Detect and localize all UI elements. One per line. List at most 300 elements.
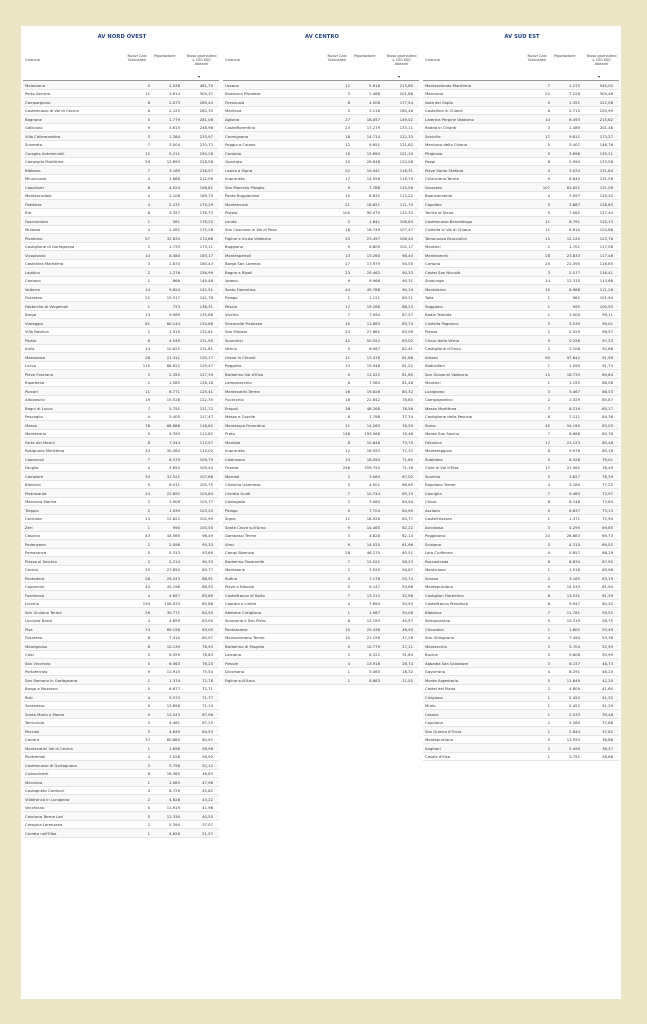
cell-popolazione: 19.268 bbox=[366, 303, 380, 309]
column-av-nord-ovest bbox=[23, 30, 221, 990]
cell-tasso: 83,02 bbox=[402, 337, 413, 343]
cell-nuovi-casi: 5 bbox=[147, 686, 150, 692]
cell-popolazione: 359.755 bbox=[364, 465, 380, 471]
cell-nuovi-casi: 2 bbox=[147, 558, 150, 564]
cell-tasso: 141,78 bbox=[199, 295, 213, 301]
table-row bbox=[423, 387, 619, 396]
cell-comune: Cascina bbox=[25, 533, 40, 539]
table-row bbox=[223, 430, 419, 439]
table-row bbox=[423, 668, 619, 677]
cell-nuovi-casi: 1 bbox=[147, 745, 150, 751]
cell-comune: Pietrasanta bbox=[25, 490, 47, 496]
cell-comune: Capalbio bbox=[425, 201, 442, 207]
cell-popolazione: 26.648 bbox=[366, 159, 380, 165]
cell-tasso: 220,99 bbox=[599, 108, 613, 114]
cell-popolazione: 6.067 bbox=[369, 346, 380, 352]
cell-nuovi-casi: 78 bbox=[145, 422, 150, 428]
cell-comune: Civitella Paganico bbox=[425, 320, 459, 326]
cell-popolazione: 3.698 bbox=[569, 150, 580, 156]
cell-nuovi-casi: 6 bbox=[547, 601, 550, 607]
cell-tasso: 116,31 bbox=[399, 167, 413, 173]
cell-popolazione: 14.556 bbox=[366, 176, 380, 182]
cell-tasso: 92,88 bbox=[602, 346, 613, 352]
cell-nuovi-casi: 5 bbox=[147, 116, 150, 122]
cell-comune: Seggiano bbox=[425, 303, 443, 309]
cell-comune: Follonica bbox=[425, 439, 442, 445]
table-row bbox=[423, 702, 619, 711]
cell-tasso: 138,31 bbox=[199, 303, 213, 309]
cell-comune: Reggello bbox=[225, 363, 242, 369]
cell-popolazione: 7.176 bbox=[369, 575, 380, 581]
cell-comune: Scarlino bbox=[425, 473, 441, 479]
cell-nuovi-casi: 11 bbox=[545, 218, 550, 224]
cell-tasso: 99,11 bbox=[602, 312, 613, 318]
cell-tasso: 89,64 bbox=[602, 371, 613, 377]
cell-nuovi-casi: 5 bbox=[547, 150, 550, 156]
cell-popolazione: 8.148 bbox=[569, 499, 580, 505]
cell-popolazione: 25.462 bbox=[366, 269, 380, 275]
cell-comune: Pescaglia bbox=[25, 414, 43, 420]
cell-tasso: 50,08 bbox=[402, 609, 413, 615]
cell-nuovi-casi: 7 bbox=[147, 167, 150, 173]
cell-comune: Carmignano bbox=[225, 133, 249, 139]
cell-popolazione: 7.704 bbox=[369, 507, 380, 513]
cell-tasso: 85,74 bbox=[402, 320, 413, 326]
cell-popolazione: 49.788 bbox=[366, 286, 380, 292]
cell-tasso: 45,82 bbox=[202, 788, 213, 794]
table-row bbox=[23, 821, 219, 830]
cell-nuovi-casi: 9 bbox=[547, 176, 550, 182]
cell-comune: Montelupo Fiorentino bbox=[225, 422, 266, 428]
cell-nuovi-casi: 18 bbox=[345, 227, 350, 233]
cell-comune: Signa bbox=[225, 516, 236, 522]
header-tasso[interactable]: Tasso giornaliero x 100.000 abitanti bbox=[586, 54, 617, 67]
cell-tasso: 109,44 bbox=[199, 465, 213, 471]
table-row bbox=[223, 183, 419, 192]
cell-tasso: 233,97 bbox=[199, 133, 213, 139]
cell-nuovi-casi: 23 bbox=[345, 329, 350, 335]
cell-tasso: 82,41 bbox=[402, 346, 413, 352]
cell-tasso: 212,09 bbox=[199, 176, 213, 182]
cell-comune: Roccastrada bbox=[425, 558, 449, 564]
cell-nuovi-casi: 10 bbox=[345, 320, 350, 326]
cell-tasso: 76,59 bbox=[402, 422, 413, 428]
cell-comune: Prato bbox=[225, 431, 235, 437]
cell-popolazione: 3.064 bbox=[369, 473, 380, 479]
cell-tasso: 77,22 bbox=[602, 482, 613, 488]
cell-popolazione: 1.967 bbox=[369, 609, 380, 615]
cell-nuovi-casi: 3 bbox=[547, 388, 550, 394]
cell-nuovi-casi: 4 bbox=[147, 694, 150, 700]
table-row bbox=[223, 659, 419, 668]
cell-comune: Pieve a Nievole bbox=[225, 584, 255, 590]
cell-popolazione: 8.683 bbox=[369, 677, 380, 683]
sort-desc-icon[interactable] bbox=[198, 76, 200, 78]
cell-comune: Agliana bbox=[225, 116, 240, 122]
column-av-sud-est bbox=[423, 30, 621, 990]
table-row bbox=[423, 515, 619, 524]
table-row bbox=[223, 166, 419, 175]
table-row bbox=[23, 812, 219, 821]
cell-nuovi-casi: 9 bbox=[547, 584, 550, 590]
cell-popolazione: 54.195 bbox=[566, 422, 580, 428]
cell-nuovi-casi: 7 bbox=[347, 558, 350, 564]
cell-comune: Montaione bbox=[225, 567, 245, 573]
table-row bbox=[23, 829, 219, 838]
table-row bbox=[223, 107, 419, 116]
cell-tasso: 113,57 bbox=[199, 439, 213, 445]
table-row bbox=[23, 149, 219, 158]
cell-nuovi-casi: 18 bbox=[345, 397, 350, 403]
cell-tasso: 109,75 bbox=[199, 456, 213, 462]
cell-nuovi-casi: 4 bbox=[147, 201, 150, 207]
cell-comune: Barberino Val d'Elsa bbox=[225, 371, 263, 377]
table-row bbox=[423, 226, 619, 235]
cell-comune: Scandicci bbox=[225, 337, 243, 343]
cell-nuovi-casi: 15 bbox=[545, 371, 550, 377]
cell-nuovi-casi: 1 bbox=[147, 218, 150, 224]
cell-popolazione: 3.827 bbox=[569, 473, 580, 479]
cell-nuovi-casi: 17 bbox=[545, 439, 550, 445]
cell-tasso: 18,32 bbox=[402, 669, 413, 675]
cell-popolazione: 90.479 bbox=[366, 210, 380, 216]
cell-popolazione: 88.822 bbox=[166, 363, 180, 369]
cell-popolazione: 8.809 bbox=[369, 244, 380, 250]
cell-comune: Villa Collemandina bbox=[25, 133, 61, 139]
cell-tasso: 54,66 bbox=[402, 584, 413, 590]
cell-nuovi-casi: 3 bbox=[147, 133, 150, 139]
table-row bbox=[223, 353, 419, 362]
cell-comune: Camaiore bbox=[25, 473, 44, 479]
cell-popolazione: 5.573 bbox=[169, 694, 180, 700]
table-row bbox=[423, 260, 619, 269]
cell-tasso: 121,72 bbox=[199, 405, 213, 411]
table-row bbox=[423, 243, 619, 252]
cell-comune: Pistoia bbox=[225, 210, 238, 216]
cell-tasso: 201,48 bbox=[599, 125, 613, 131]
cell-comune: Capraia e Limite bbox=[225, 601, 257, 607]
column-title: AV SUD EST bbox=[504, 34, 540, 40]
cell-nuovi-casi: 4 bbox=[547, 635, 550, 641]
cell-nuovi-casi: 5 bbox=[347, 108, 350, 114]
cell-nuovi-casi: 3 bbox=[547, 473, 550, 479]
table-row bbox=[223, 81, 419, 90]
cell-popolazione: 6.379 bbox=[169, 456, 180, 462]
cell-comune: Coreglia Antelminelli bbox=[25, 150, 65, 156]
cell-tasso: 73,75 bbox=[402, 439, 413, 445]
table-row bbox=[223, 642, 419, 651]
cell-popolazione: 97.842 bbox=[566, 354, 580, 360]
cell-popolazione: 17.279 bbox=[366, 125, 380, 131]
cell-nuovi-casi: 13 bbox=[145, 312, 150, 318]
sort-desc-icon[interactable] bbox=[598, 76, 600, 78]
cell-nuovi-casi: 7 bbox=[347, 490, 350, 496]
table-row bbox=[23, 549, 219, 558]
cell-nuovi-casi: 9 bbox=[147, 711, 150, 717]
cell-tasso: 71,16 bbox=[402, 465, 413, 471]
cell-comune: Fosdinovo bbox=[25, 592, 45, 598]
cell-tasso: 52,59 bbox=[602, 643, 613, 649]
cell-comune: Fiesole bbox=[225, 660, 238, 666]
table-row bbox=[23, 787, 219, 796]
cell-popolazione: 12.120 bbox=[566, 235, 580, 241]
table-row bbox=[23, 336, 219, 345]
cell-popolazione: 1.275 bbox=[569, 82, 580, 88]
header-tasso[interactable]: Tasso giornaliero x 100.000 abitanti bbox=[186, 54, 217, 67]
cell-comune: San Vincenzo bbox=[25, 660, 51, 666]
cell-popolazione: 8.771 bbox=[169, 388, 180, 394]
cell-tasso: 72,94 bbox=[602, 516, 613, 522]
cell-popolazione: 4.295 bbox=[569, 524, 580, 530]
cell-nuovi-casi: 8 bbox=[547, 448, 550, 454]
cell-comune: Pisa bbox=[25, 626, 33, 632]
cell-tasso: 47,26 bbox=[402, 635, 413, 641]
cell-tasso: 101,94 bbox=[599, 295, 613, 301]
cell-tasso: 41,29 bbox=[602, 703, 613, 709]
cell-nuovi-casi: 5 bbox=[547, 201, 550, 207]
cell-popolazione: 3.165 bbox=[569, 575, 580, 581]
cell-nuovi-casi: 5 bbox=[547, 456, 550, 462]
cell-popolazione: 1.841 bbox=[369, 218, 380, 224]
cell-nuovi-casi: 2 bbox=[147, 380, 150, 386]
cell-comune: Lamporecchio bbox=[225, 380, 252, 386]
cell-nuovi-casi: 4 bbox=[347, 575, 350, 581]
cell-tasso: 64,90 bbox=[402, 507, 413, 513]
cell-comune: Bagnone bbox=[25, 116, 42, 122]
cell-popolazione: 7.111 bbox=[569, 414, 580, 420]
cell-popolazione: 29.243 bbox=[166, 575, 180, 581]
cell-nuovi-casi: 2 bbox=[547, 745, 550, 751]
cell-comune: Castiglione della Pescaia bbox=[425, 414, 472, 420]
cell-popolazione: 6.840 bbox=[569, 176, 580, 182]
cell-popolazione: 156.033 bbox=[164, 601, 180, 607]
cell-popolazione: 5.280 bbox=[569, 720, 580, 726]
cell-comune: Massarosa bbox=[25, 354, 45, 360]
cell-nuovi-casi: 23 bbox=[345, 269, 350, 275]
cell-popolazione: 12.021 bbox=[366, 558, 380, 564]
cell-popolazione: 8.832 bbox=[369, 193, 380, 199]
table-row bbox=[423, 481, 619, 490]
cell-comune: Mulazzo bbox=[25, 227, 41, 233]
cell-nuovi-casi: 1 bbox=[547, 312, 550, 318]
cell-comune: Peccioli bbox=[25, 728, 40, 734]
cell-nuovi-casi: 90 bbox=[545, 354, 550, 360]
cell-comune: Marciana bbox=[25, 779, 43, 785]
cell-nuovi-casi: 9 bbox=[347, 278, 350, 284]
cell-comune: Santa Croce sull'Arno bbox=[225, 524, 266, 530]
cell-tasso: 80,32 bbox=[402, 388, 413, 394]
cell-tasso: 37,07 bbox=[202, 822, 213, 828]
table-row bbox=[223, 251, 419, 260]
cell-popolazione: 4.649 bbox=[169, 728, 180, 734]
cell-tasso: 116,85 bbox=[599, 261, 613, 267]
cell-comune: Montieri bbox=[425, 244, 441, 250]
cell-nuovi-casi: 2 bbox=[147, 796, 150, 802]
cell-popolazione: 11.919 bbox=[166, 805, 180, 811]
table-row bbox=[423, 251, 619, 260]
cell-popolazione: 14.714 bbox=[366, 133, 380, 139]
cell-nuovi-casi: 8 bbox=[147, 184, 150, 190]
cell-popolazione: 8.580 bbox=[169, 252, 180, 258]
table-row bbox=[23, 319, 219, 328]
cell-tasso: 131,90 bbox=[199, 337, 213, 343]
cell-popolazione: 6.322 bbox=[369, 652, 380, 658]
cell-tasso: 189,75 bbox=[199, 193, 213, 199]
table-row bbox=[423, 574, 619, 583]
cell-popolazione: 10.744 bbox=[366, 490, 380, 496]
cell-popolazione: 10.848 bbox=[366, 439, 380, 445]
cell-comune: Poppi bbox=[425, 159, 436, 165]
table-row bbox=[23, 217, 219, 226]
cell-nuovi-casi: 1 bbox=[547, 626, 550, 632]
table-row bbox=[23, 107, 219, 116]
cell-popolazione: 11.022 bbox=[366, 371, 380, 377]
sort-desc-icon[interactable] bbox=[398, 76, 400, 78]
cell-nuovi-casi: 13 bbox=[345, 456, 350, 462]
table-row bbox=[23, 506, 219, 515]
cell-tasso: 85,88 bbox=[202, 601, 213, 607]
cell-nuovi-casi: 14 bbox=[145, 286, 150, 292]
cell-tasso: 76,46 bbox=[402, 431, 413, 437]
cell-comune: Massa e Cozzile bbox=[225, 414, 256, 420]
cell-tasso: 72,32 bbox=[402, 448, 413, 454]
table-row bbox=[23, 515, 219, 524]
cell-tasso: 133,56 bbox=[599, 159, 613, 165]
cell-comune: Podenzana bbox=[25, 541, 46, 547]
cell-tasso: 85,89 bbox=[202, 592, 213, 598]
cell-comune: San Gimignano bbox=[425, 635, 454, 641]
cell-comune: Castellina in Chianti bbox=[425, 108, 463, 114]
table-row bbox=[423, 549, 619, 558]
cell-nuovi-casi: 1 bbox=[147, 524, 150, 530]
cell-tasso: 248,96 bbox=[199, 125, 213, 131]
cell-comune: Buti bbox=[25, 694, 33, 700]
cell-tasso: 36,86 bbox=[602, 737, 613, 743]
cell-comune: Fosciandora bbox=[25, 218, 48, 224]
cell-popolazione: 7.494 bbox=[569, 635, 580, 641]
cell-popolazione: 2.422 bbox=[569, 703, 580, 709]
table-row bbox=[23, 430, 219, 439]
cell-tasso: 48,83 bbox=[202, 771, 213, 777]
table-row bbox=[23, 328, 219, 337]
cell-comune: Semproniano bbox=[425, 618, 451, 624]
cell-tasso: 113,22 bbox=[399, 193, 413, 199]
cell-comune: Chianciano Terme bbox=[425, 176, 459, 182]
cell-tasso: 131,81 bbox=[199, 346, 213, 352]
cell-nuovi-casi: 1 bbox=[547, 516, 550, 522]
cell-comune: Murlo bbox=[425, 703, 436, 709]
table-row bbox=[423, 268, 619, 277]
table-row bbox=[223, 608, 419, 617]
cell-comune: Bagni di Lucca bbox=[25, 405, 53, 411]
table-row bbox=[23, 396, 219, 405]
cell-comune: Serravalle Pistoiese bbox=[225, 320, 263, 326]
cell-tasso: 160,43 bbox=[199, 261, 213, 267]
cell-tasso: 104,84 bbox=[199, 490, 213, 496]
cell-comune: Calenzano bbox=[225, 456, 245, 462]
cell-nuovi-casi: 3 bbox=[147, 720, 150, 726]
table-row bbox=[423, 362, 619, 371]
cell-nuovi-casi: 6 bbox=[147, 635, 150, 641]
cell-tasso: 107,47 bbox=[399, 227, 413, 233]
cell-tasso: 65,15 bbox=[402, 490, 413, 496]
cell-popolazione: 12.193 bbox=[366, 618, 380, 624]
cell-tasso: 304,37 bbox=[199, 91, 213, 97]
cell-tasso: 61,94 bbox=[602, 584, 613, 590]
cell-popolazione: 2.231 bbox=[169, 201, 180, 207]
cell-popolazione: 1.351 bbox=[569, 99, 580, 105]
cell-nuovi-casi: 4 bbox=[547, 550, 550, 556]
cell-popolazione: 7.994 bbox=[369, 312, 380, 318]
table-row bbox=[223, 209, 419, 218]
table-row bbox=[23, 132, 219, 141]
cell-popolazione: 4.024 bbox=[169, 184, 180, 190]
cell-nuovi-casi: 13 bbox=[345, 363, 350, 369]
cell-popolazione: 2.533 bbox=[569, 711, 580, 717]
table-row bbox=[423, 455, 619, 464]
header-tasso[interactable]: Tasso giornaliero x 100.000 abitanti bbox=[386, 54, 417, 67]
cell-tasso: 122,35 bbox=[199, 397, 213, 403]
cell-popolazione: 1.696 bbox=[169, 745, 180, 751]
table-row bbox=[23, 540, 219, 549]
table-row bbox=[223, 481, 419, 490]
cell-tasso: 132,61 bbox=[199, 329, 213, 335]
cell-comune: Campiglia Marittima bbox=[25, 159, 64, 165]
cell-nuovi-casi: 26 bbox=[145, 609, 150, 615]
cell-comune: Suvereto bbox=[25, 142, 43, 148]
cell-comune: Aulla bbox=[25, 346, 35, 352]
table-row bbox=[423, 302, 619, 311]
table-row bbox=[23, 455, 219, 464]
cell-comune: Barberino Tavarnelle bbox=[225, 558, 265, 564]
cell-nuovi-casi: 1 bbox=[147, 303, 150, 309]
cell-tasso: 129,47 bbox=[199, 363, 213, 369]
cell-comune: Castelnuovo di Val di Cecina bbox=[25, 108, 79, 114]
cell-tasso: 71,77 bbox=[202, 694, 213, 700]
table-row bbox=[223, 379, 419, 388]
cell-nuovi-casi: 3 bbox=[547, 269, 550, 275]
cell-tasso: 41,32 bbox=[602, 694, 613, 700]
header-popolazione: Popolazione bbox=[554, 54, 576, 58]
table-row bbox=[223, 124, 419, 133]
cell-nuovi-casi: 4 bbox=[547, 669, 550, 675]
cell-nuovi-casi: 9 bbox=[547, 210, 550, 216]
cell-comune: Cortona bbox=[425, 261, 441, 267]
cell-popolazione: 981 bbox=[572, 295, 580, 301]
cell-popolazione: 9.966 bbox=[369, 278, 380, 284]
cell-tasso: 179,29 bbox=[199, 201, 213, 207]
cell-comune: Anghiari bbox=[425, 745, 441, 751]
cell-popolazione: 4.859 bbox=[169, 618, 180, 624]
cell-comune: Firenze bbox=[225, 465, 239, 471]
cell-comune: Zeri bbox=[25, 524, 33, 530]
cell-comune: Chiusi della Verna bbox=[425, 337, 460, 343]
cell-tasso: 66,65 bbox=[402, 482, 413, 488]
table-row bbox=[423, 464, 619, 473]
cell-popolazione: 7.788 bbox=[369, 184, 380, 190]
cell-comune: Gavorrano bbox=[425, 669, 445, 675]
cell-comune: Castelnuovo Berardenga bbox=[425, 218, 472, 224]
cell-nuovi-casi: 4 bbox=[147, 592, 150, 598]
header-comune: Comune bbox=[225, 58, 240, 62]
table-row bbox=[423, 166, 619, 175]
cell-tasso: 62,22 bbox=[402, 524, 413, 530]
cell-nuovi-casi: 4 bbox=[347, 601, 350, 607]
cell-nuovi-casi: 8 bbox=[147, 439, 150, 445]
cell-nuovi-casi: 44 bbox=[345, 286, 350, 292]
cell-tasso: 62,14 bbox=[402, 533, 413, 539]
table-row bbox=[23, 302, 219, 311]
